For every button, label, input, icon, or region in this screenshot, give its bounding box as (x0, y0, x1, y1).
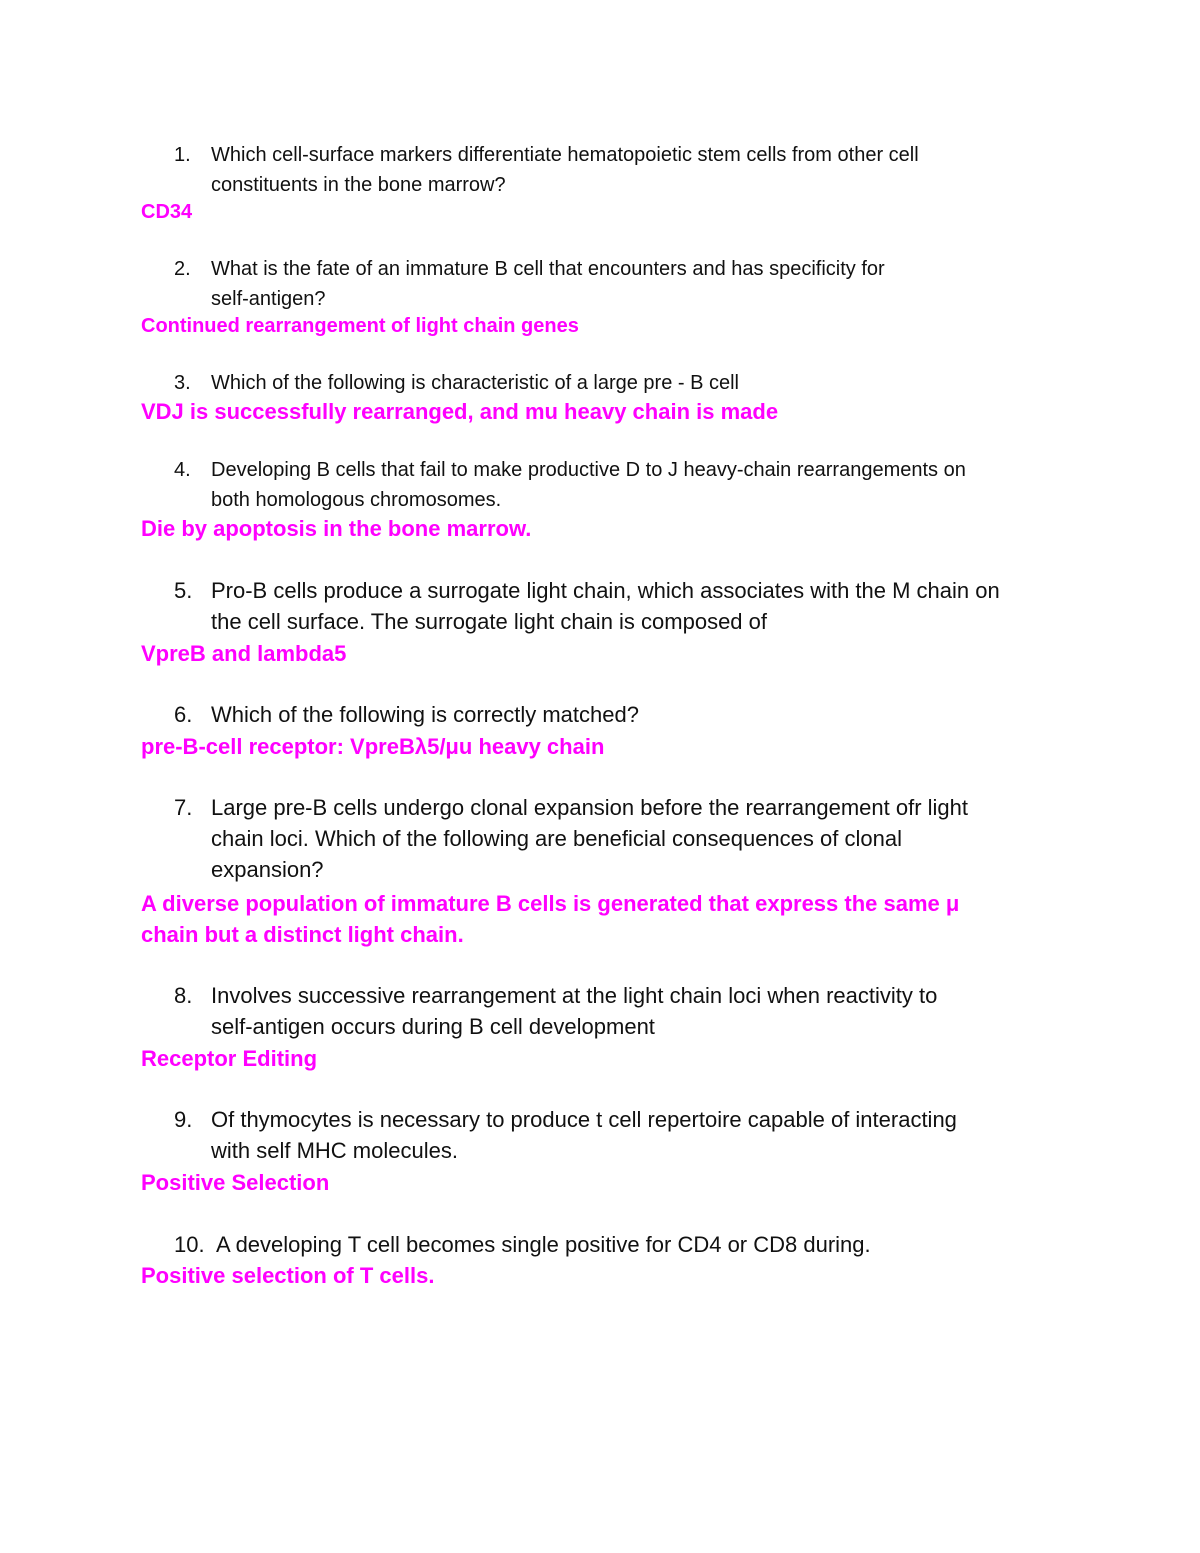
question-text: Of thymocytes is necessary to produce t cell repertoire capable of interacting with self MHC molecules. (211, 1107, 957, 1163)
answer-2: Continued rearrangement of light chain genes (141, 315, 579, 337)
question-number: 8. (174, 983, 193, 1008)
question-5 (174, 575, 1074, 637)
answer-3: VDJ is successfully rearranged, and mu heavy chain is made (141, 399, 779, 424)
answer-7: A diverse population of immature B cells is generated that express the same μ chain but a distinct light chain. (141, 891, 960, 947)
question-number: 7. (174, 795, 193, 820)
question-number: 6. (174, 702, 193, 727)
answer-10: Positive selection of T cells. (141, 1263, 435, 1288)
question-9 (174, 1104, 1074, 1166)
answer-9: Positive Selection (141, 1170, 330, 1195)
question-text: Which of the following is correctly matched? (211, 702, 639, 727)
question-number: 4. (174, 459, 191, 481)
question-4 (174, 455, 1074, 515)
answer-6: pre-B-cell receptor: VpreBλ5/μu heavy chain (141, 734, 605, 759)
question-number: 2. (174, 258, 191, 280)
question-text: Large pre-B cells undergo clonal expansion before the rearrangement ofr light chain loci. Which of the following are beneficial consequences of clonal expansion? (211, 795, 969, 882)
question-6 (174, 699, 1074, 730)
question-number: 1. (174, 144, 191, 166)
question-number: 3. (174, 372, 191, 394)
question-2 (174, 254, 1074, 314)
question-text: Developing B cells that fail to make productive D to J heavy-chain rearrangements on both homologous chromosomes. (211, 459, 966, 511)
question-text: What is the fate of an immature B cell that encounters and has specificity for self-antigen? (211, 258, 885, 310)
answer-1: CD34 (141, 201, 193, 223)
question-text: Which cell-surface markers differentiate hematopoietic stem cells from other cell constituents in the bone marrow? (211, 144, 919, 196)
question-text: A developing T cell becomes single positive for CD4 or CD8 during. (216, 1232, 871, 1257)
question-3 (174, 368, 1074, 398)
question-7 (174, 792, 1074, 885)
question-text: Pro-B cells produce a surrogate light chain, which associates with the M chain on the cell surface. The surrogate light chain is composed of (211, 578, 1000, 634)
answer-5: VpreB and lambda5 (141, 641, 347, 666)
question-8 (174, 980, 1074, 1042)
question-number: 10. (174, 1232, 205, 1257)
question-number: 9. (174, 1107, 193, 1132)
question-text: Which of the following is characteristic of a large pre - B cell (211, 372, 739, 394)
answer-4: Die by apoptosis in the bone marrow. (141, 516, 532, 541)
question-10 (174, 1229, 1074, 1260)
answer-8: Receptor Editing (141, 1046, 318, 1071)
question-number: 5. (174, 578, 193, 603)
question-1 (174, 140, 1074, 200)
question-text: Involves successive rearrangement at the light chain loci when reactivity to self-antigen occurs during B cell development (211, 983, 938, 1039)
